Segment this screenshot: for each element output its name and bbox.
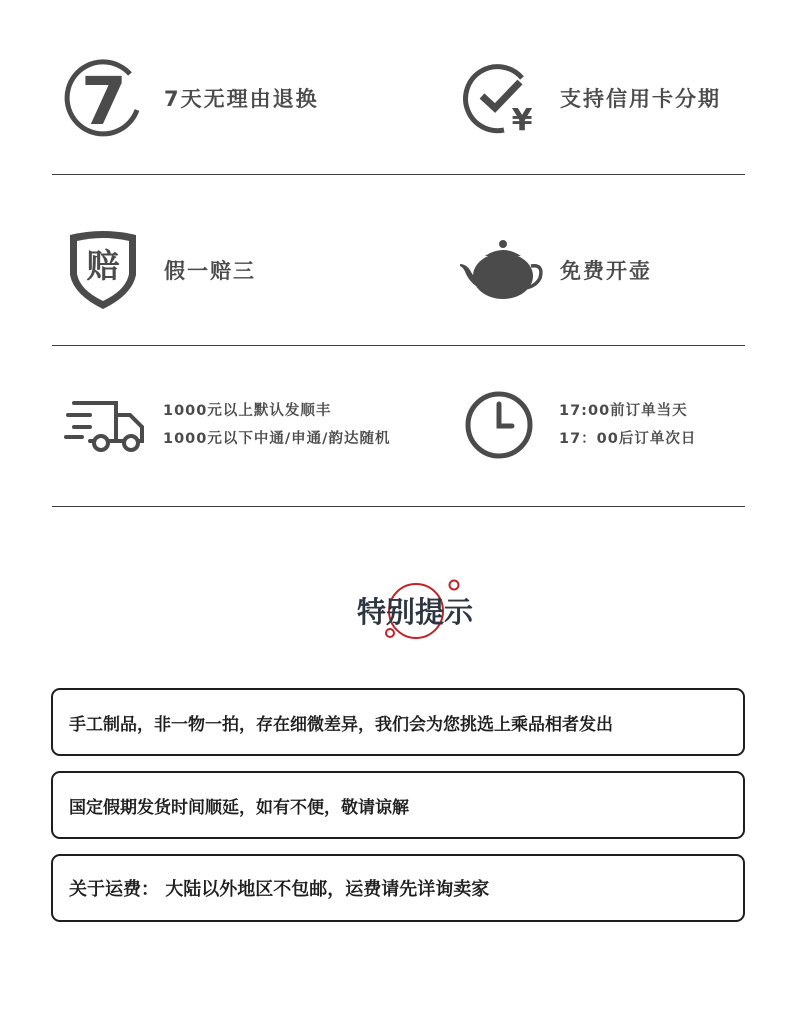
teapot-icon	[458, 238, 544, 302]
svg-text:7: 7	[81, 63, 127, 138]
delivery-truck-icon	[64, 397, 146, 453]
notice-title: 特别提示	[357, 595, 474, 629]
feature-label: 7天无理由退换	[164, 87, 319, 111]
feature-guarantee	[66, 229, 256, 311]
seven-circle-icon	[64, 58, 144, 138]
dispatch-line: 17:00前订单当天	[559, 402, 688, 419]
svg-text:¥: ¥	[511, 103, 533, 136]
notice-item-text: 手工制品，非一物一拍，存在细微差异，我们会为您挑选上乘品相者发出	[69, 714, 613, 735]
divider	[52, 345, 745, 346]
svg-text:赔: 赔	[86, 246, 120, 285]
shipping-line: 1000元以下中通/申通/韵达随机	[163, 430, 391, 447]
feature-shipping	[64, 397, 390, 453]
feature-label: 免费开壶	[560, 259, 652, 283]
feature-installment	[462, 60, 721, 136]
notice-item	[51, 771, 745, 839]
divider	[52, 506, 745, 507]
notice-header	[340, 576, 490, 646]
notice-item	[51, 854, 745, 922]
dispatch-info	[559, 402, 696, 449]
divider	[52, 174, 745, 175]
check-yen-icon	[462, 60, 538, 136]
shipping-line: 1000元以上默认发顺丰	[163, 402, 332, 419]
notice-item	[51, 688, 745, 756]
feature-label: 假一赔三	[164, 259, 256, 283]
feature-free-pot-opening	[458, 238, 652, 302]
feature-dispatch-time	[464, 390, 696, 460]
dispatch-line: 17：00后订单次日	[559, 430, 697, 447]
clock-icon	[464, 390, 534, 460]
feature-label: 支持信用卡分期	[560, 87, 721, 111]
shield-icon	[66, 229, 140, 311]
shipping-info	[163, 402, 390, 449]
feature-return-policy	[64, 58, 319, 138]
notice-item-text: 关于运费： 大陆以外地区不包邮，运费请先详询卖家	[69, 879, 490, 900]
notice-item-text: 国定假期发货时间顺延，如有不便，敬请谅解	[69, 797, 409, 818]
